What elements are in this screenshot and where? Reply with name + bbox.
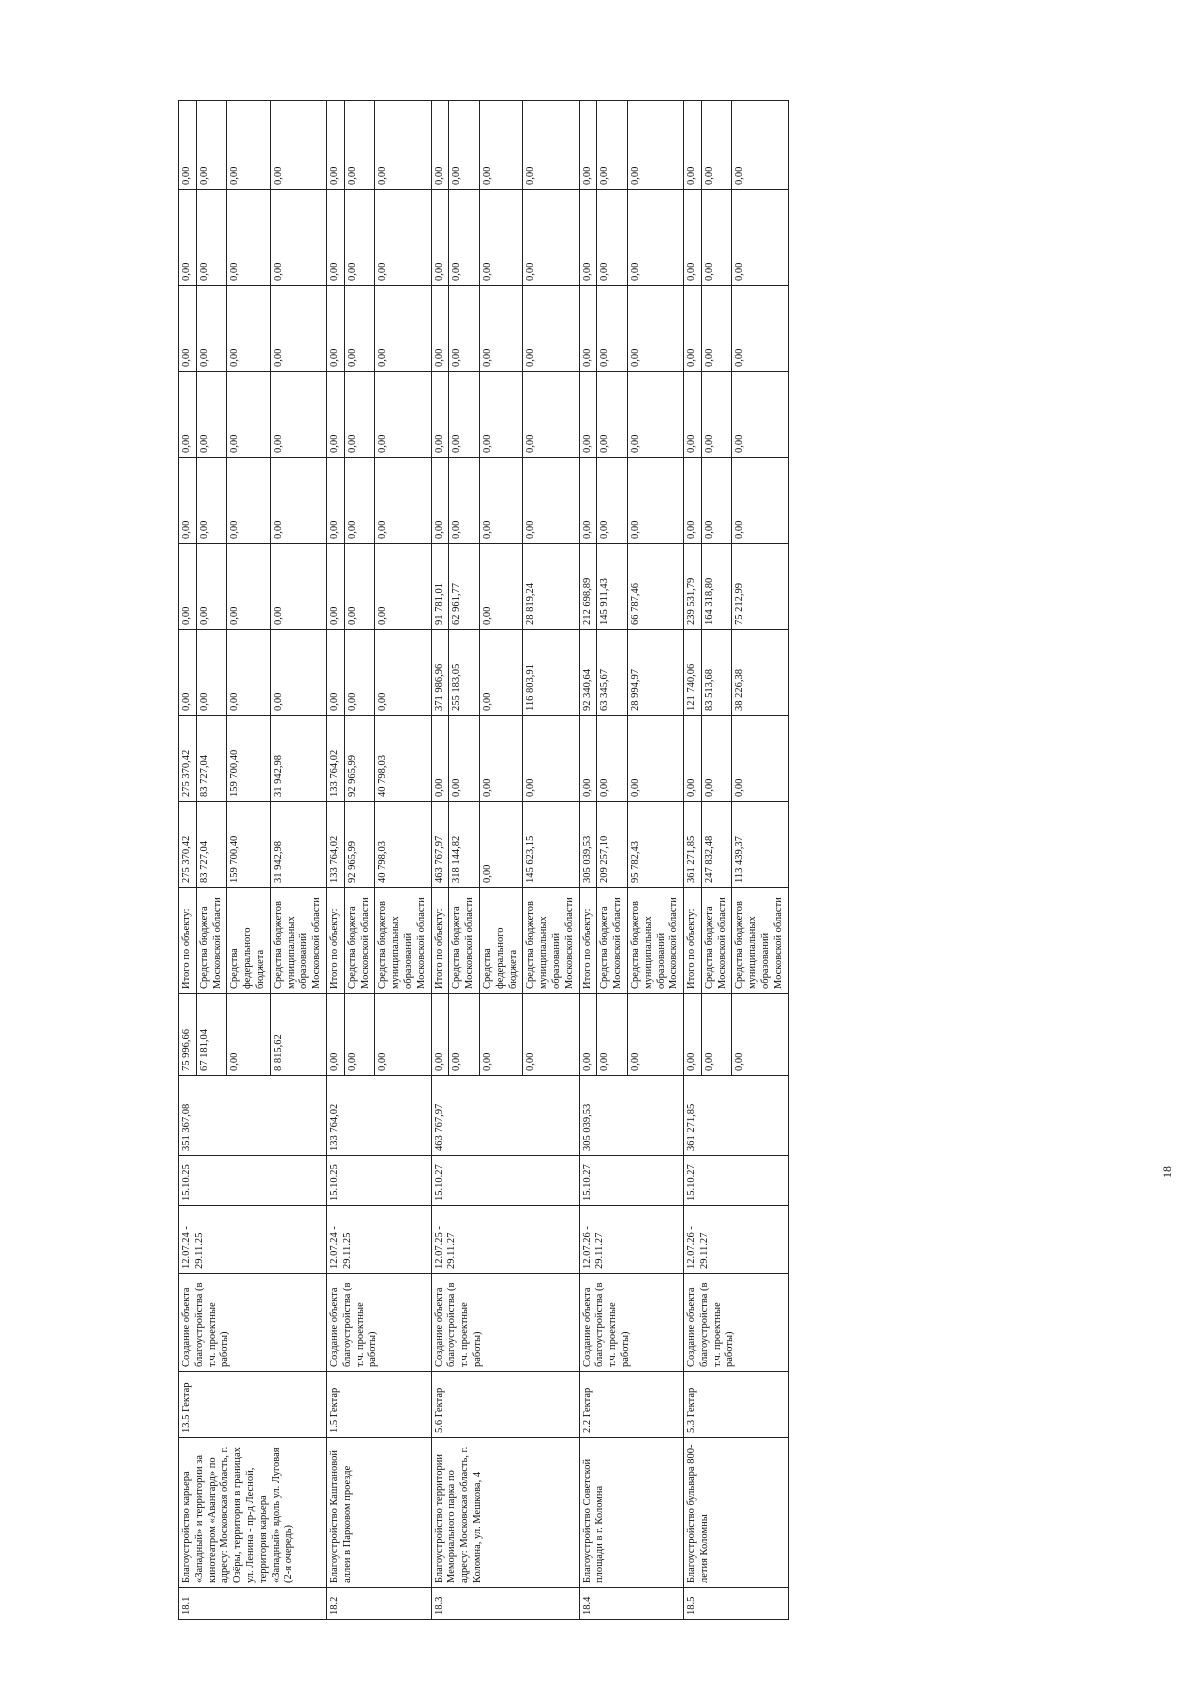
paid-cell: 75 996,66 (179, 994, 197, 1076)
year-5-cell: 0,00 (627, 372, 683, 458)
year-7-cell: 0,00 (344, 190, 375, 286)
capacity-cell: 1.5 Гектар (326, 1372, 431, 1438)
total-cell: 275 370,42 (179, 802, 197, 888)
year-7-cell: 0,00 (227, 190, 270, 286)
year-4-cell: 0,00 (701, 458, 732, 544)
paid-cell: 0,00 (375, 994, 431, 1076)
year-2-cell: 0,00 (179, 630, 197, 716)
remaining-cell: 0,00 (627, 101, 683, 190)
paid-cell: 0,00 (523, 994, 579, 1076)
total-cell: 305 039,53 (579, 802, 597, 888)
object-number-cell: 18.2 (326, 1588, 431, 1620)
year-6-cell: 0,00 (179, 286, 197, 372)
capacity-cell: 5.3 Гектар (684, 1372, 789, 1438)
year-6-cell: 0,00 (579, 286, 597, 372)
year-3-cell: 75 212,99 (732, 544, 788, 630)
year-5-cell: 0,00 (196, 372, 227, 458)
year-7-cell: 0,00 (270, 190, 326, 286)
deadline-cell: 15.10.25 (326, 1156, 431, 1206)
object-number-cell: 18.5 (684, 1588, 789, 1620)
year-4-cell: 0,00 (732, 458, 788, 544)
source-cell: Средства бюджетов муниципальных образований Московской области (732, 888, 788, 994)
year-3-cell: 62 961,77 (449, 544, 480, 630)
remaining-cell: 0,00 (684, 101, 702, 190)
year-2-cell: 0,00 (270, 630, 326, 716)
year-7-cell: 0,00 (479, 190, 522, 286)
source-cell: Средства бюджетов муниципальных образований Московской области (627, 888, 683, 994)
year-7-cell: 0,00 (196, 190, 227, 286)
source-cell: Средства бюджета Московской области (597, 888, 628, 994)
paid-cell: 0,00 (627, 994, 683, 1076)
year-1-cell: 31 942,98 (270, 716, 326, 802)
rotated-table-sheet (178, 100, 962, 1620)
year-5-cell: 0,00 (597, 372, 628, 458)
year-5-cell: 0,00 (479, 372, 522, 458)
year-4-cell: 0,00 (579, 458, 597, 544)
work-type-cell: Создание объекта благоустройства (в т.ч. проектные работы) (684, 1274, 789, 1372)
total-cell: 113 439,37 (732, 802, 788, 888)
source-cell: Итого по объекту: (326, 888, 344, 994)
year-3-cell: 0,00 (326, 544, 344, 630)
source-cell: Средства бюджетов муниципальных образований Московской области (523, 888, 579, 994)
year-3-cell: 239 531,79 (684, 544, 702, 630)
year-5-cell: 0,00 (732, 372, 788, 458)
year-2-cell: 121 740,06 (684, 630, 702, 716)
source-cell: Средства бюджета Московской области (449, 888, 480, 994)
work-period-cell: 12.07.26 - 29.11.27 (684, 1206, 789, 1274)
year-2-cell: 92 340,64 (579, 630, 597, 716)
year-4-cell: 0,00 (196, 458, 227, 544)
year-2-cell: 83 513,68 (701, 630, 732, 716)
work-period-cell: 12.07.24 - 29.11.25 (326, 1206, 431, 1274)
year-3-cell: 0,00 (344, 544, 375, 630)
source-cell: Средства бюджетов муниципальных образований Московской области (270, 888, 326, 994)
paid-cell: 0,00 (326, 994, 344, 1076)
year-3-cell: 0,00 (270, 544, 326, 630)
year-2-cell: 371 986,96 (431, 630, 449, 716)
source-cell: Итого по объекту: (684, 888, 702, 994)
object-number-cell: 18.1 (179, 1588, 327, 1620)
year-4-cell: 0,00 (344, 458, 375, 544)
work-period-cell: 12.07.24 - 29.11.25 (179, 1206, 327, 1274)
paid-cell: 8 815,62 (270, 994, 326, 1076)
total-cell: 463 767,97 (431, 802, 449, 888)
max-cost-cell: 351 367,08 (179, 1076, 327, 1156)
remaining-cell: 0,00 (431, 101, 449, 190)
deadline-cell: 15.10.27 (431, 1156, 579, 1206)
total-cell: 40 798,03 (375, 802, 431, 888)
paid-cell: 0,00 (597, 994, 628, 1076)
year-7-cell: 0,00 (179, 190, 197, 286)
year-4-cell: 0,00 (684, 458, 702, 544)
deadline-cell: 15.10.25 (179, 1156, 327, 1206)
year-5-cell: 0,00 (449, 372, 480, 458)
year-3-cell: 28 819,24 (523, 544, 579, 630)
remaining-cell: 0,00 (449, 101, 480, 190)
total-cell: 159 700,40 (227, 802, 270, 888)
paid-cell: 0,00 (227, 994, 270, 1076)
source-cell: Итого по объекту: (179, 888, 197, 994)
capacity-cell: 2.2 Гектар (579, 1372, 684, 1438)
year-5-cell: 0,00 (579, 372, 597, 458)
object-name-cell: Благоустройство Каштановой аллеи в Парковом проезде (326, 1438, 431, 1588)
year-5-cell: 0,00 (344, 372, 375, 458)
year-1-cell: 0,00 (684, 716, 702, 802)
remaining-cell: 0,00 (326, 101, 344, 190)
source-cell: Итого по объекту: (431, 888, 449, 994)
year-1-cell: 0,00 (701, 716, 732, 802)
year-1-cell: 0,00 (523, 716, 579, 802)
total-cell: 361 271,85 (684, 802, 702, 888)
year-2-cell: 0,00 (326, 630, 344, 716)
year-2-cell: 0,00 (196, 630, 227, 716)
year-4-cell: 0,00 (179, 458, 197, 544)
year-5-cell: 0,00 (326, 372, 344, 458)
year-7-cell: 0,00 (431, 190, 449, 286)
year-4-cell: 0,00 (375, 458, 431, 544)
year-3-cell: 212 698,89 (579, 544, 597, 630)
year-3-cell: 0,00 (375, 544, 431, 630)
remaining-cell: 0,00 (196, 101, 227, 190)
year-6-cell: 0,00 (597, 286, 628, 372)
year-3-cell: 164 318,80 (701, 544, 732, 630)
total-cell: 133 764,02 (326, 802, 344, 888)
remaining-cell: 0,00 (523, 101, 579, 190)
source-cell: Средства бюджета Московской области (196, 888, 227, 994)
year-1-cell: 159 700,40 (227, 716, 270, 802)
year-1-cell: 0,00 (597, 716, 628, 802)
year-4-cell: 0,00 (627, 458, 683, 544)
total-cell: 0,00 (479, 802, 522, 888)
total-cell: 209 257,10 (597, 802, 628, 888)
object-number-cell: 18.3 (431, 1588, 579, 1620)
total-cell: 83 727,04 (196, 802, 227, 888)
paid-cell: 0,00 (344, 994, 375, 1076)
year-3-cell: 0,00 (479, 544, 522, 630)
year-6-cell: 0,00 (684, 286, 702, 372)
year-1-cell: 0,00 (627, 716, 683, 802)
year-7-cell: 0,00 (684, 190, 702, 286)
year-6-cell: 0,00 (344, 286, 375, 372)
year-2-cell: 28 994,97 (627, 630, 683, 716)
year-3-cell: 91 781,01 (431, 544, 449, 630)
year-5-cell: 0,00 (431, 372, 449, 458)
deadline-cell: 15.10.27 (684, 1156, 789, 1206)
remaining-cell: 0,00 (270, 101, 326, 190)
total-cell: 92 965,99 (344, 802, 375, 888)
year-6-cell: 0,00 (326, 286, 344, 372)
year-1-cell: 40 798,03 (375, 716, 431, 802)
year-2-cell: 38 226,38 (732, 630, 788, 716)
max-cost-cell: 133 764,02 (326, 1076, 431, 1156)
year-6-cell: 0,00 (523, 286, 579, 372)
year-7-cell: 0,00 (523, 190, 579, 286)
total-cell: 247 832,48 (701, 802, 732, 888)
paid-cell: 0,00 (449, 994, 480, 1076)
remaining-cell: 0,00 (344, 101, 375, 190)
remaining-cell: 0,00 (479, 101, 522, 190)
object-name-cell: Благоустройство Советской площади в г. Коломна (579, 1438, 684, 1588)
source-cell: Средства бюджетов муниципальных образований Московской области (375, 888, 431, 994)
year-2-cell: 116 803,91 (523, 630, 579, 716)
year-3-cell: 0,00 (227, 544, 270, 630)
paid-cell: 0,00 (431, 994, 449, 1076)
year-6-cell: 0,00 (701, 286, 732, 372)
remaining-cell: 0,00 (732, 101, 788, 190)
work-type-cell: Создание объекта благоустройства (в т.ч. проектные работы) (431, 1274, 579, 1372)
table-row (579, 101, 597, 1620)
object-name-cell: Благоустройство территории Мемориального парка по адресу: Московская область, г. Коломна, ул. Мешкова, 4 (431, 1438, 579, 1588)
year-3-cell: 145 911,43 (597, 544, 628, 630)
remaining-cell: 0,00 (701, 101, 732, 190)
year-6-cell: 0,00 (732, 286, 788, 372)
year-7-cell: 0,00 (597, 190, 628, 286)
year-2-cell: 0,00 (227, 630, 270, 716)
year-7-cell: 0,00 (627, 190, 683, 286)
year-4-cell: 0,00 (431, 458, 449, 544)
year-4-cell: 0,00 (227, 458, 270, 544)
year-2-cell: 0,00 (344, 630, 375, 716)
year-4-cell: 0,00 (270, 458, 326, 544)
year-1-cell: 275 370,42 (179, 716, 197, 802)
year-1-cell: 0,00 (579, 716, 597, 802)
year-2-cell: 0,00 (375, 630, 431, 716)
remaining-cell: 0,00 (179, 101, 197, 190)
deadline-cell: 15.10.27 (579, 1156, 684, 1206)
year-4-cell: 0,00 (523, 458, 579, 544)
object-number-cell: 18.4 (579, 1588, 684, 1620)
year-5-cell: 0,00 (227, 372, 270, 458)
remaining-cell: 0,00 (227, 101, 270, 190)
total-cell: 95 782,43 (627, 802, 683, 888)
year-3-cell: 0,00 (179, 544, 197, 630)
work-type-cell: Создание объекта благоустройства (в т.ч. проектные работы) (179, 1274, 327, 1372)
year-6-cell: 0,00 (479, 286, 522, 372)
year-1-cell: 0,00 (449, 716, 480, 802)
paid-cell: 0,00 (701, 994, 732, 1076)
source-cell: Средства бюджета Московской области (701, 888, 732, 994)
year-6-cell: 0,00 (431, 286, 449, 372)
table-row (179, 101, 197, 1620)
object-name-cell: Благоустройство карьера «Западный» и территории за кинотеатром «Авангард» по адресу: Московская область, г. Озёры, территория в границах ул. Ленина - пр-д Лесной, территория карьера «Западный» вдоль ул. Луговая (2-я очередь) (179, 1438, 327, 1588)
work-period-cell: 12.07.26 - 29.11.27 (579, 1206, 684, 1274)
paid-cell: 67 181,04 (196, 994, 227, 1076)
capacity-cell: 5.6 Гектар (431, 1372, 579, 1438)
objects-table (178, 100, 789, 1620)
table-row (326, 101, 344, 1620)
year-7-cell: 0,00 (449, 190, 480, 286)
year-1-cell: 0,00 (431, 716, 449, 802)
year-7-cell: 0,00 (732, 190, 788, 286)
year-6-cell: 0,00 (196, 286, 227, 372)
year-7-cell: 0,00 (579, 190, 597, 286)
work-period-cell: 12.07.25 - 29.11.27 (431, 1206, 579, 1274)
max-cost-cell: 463 767,97 (431, 1076, 579, 1156)
year-7-cell: 0,00 (375, 190, 431, 286)
year-4-cell: 0,00 (597, 458, 628, 544)
table-row (431, 101, 449, 1620)
source-cell: Средства федерального бюджета (227, 888, 270, 994)
year-5-cell: 0,00 (179, 372, 197, 458)
table-row (684, 101, 702, 1620)
year-6-cell: 0,00 (375, 286, 431, 372)
total-cell: 318 144,82 (449, 802, 480, 888)
year-5-cell: 0,00 (701, 372, 732, 458)
year-4-cell: 0,00 (449, 458, 480, 544)
year-6-cell: 0,00 (270, 286, 326, 372)
year-2-cell: 63 345,67 (597, 630, 628, 716)
work-type-cell: Создание объекта благоустройства (в т.ч. проектные работы) (326, 1274, 431, 1372)
year-6-cell: 0,00 (627, 286, 683, 372)
paid-cell: 0,00 (684, 994, 702, 1076)
paid-cell: 0,00 (579, 994, 597, 1076)
capacity-cell: 13.5 Гектар (179, 1372, 327, 1438)
year-7-cell: 0,00 (701, 190, 732, 286)
total-cell: 145 623,15 (523, 802, 579, 888)
year-1-cell: 0,00 (732, 716, 788, 802)
year-2-cell: 255 183,05 (449, 630, 480, 716)
page-number: 18 (1160, 1166, 1174, 1178)
object-name-cell: Благоустройство бульвара 800-летия Коломны (684, 1438, 789, 1588)
year-6-cell: 0,00 (227, 286, 270, 372)
year-1-cell: 133 764,02 (326, 716, 344, 802)
year-1-cell: 92 965,99 (344, 716, 375, 802)
source-cell: Средства бюджета Московской области (344, 888, 375, 994)
paid-cell: 0,00 (479, 994, 522, 1076)
source-cell: Итого по объекту: (579, 888, 597, 994)
year-2-cell: 0,00 (479, 630, 522, 716)
paid-cell: 0,00 (732, 994, 788, 1076)
max-cost-cell: 361 271,85 (684, 1076, 789, 1156)
total-cell: 31 942,98 (270, 802, 326, 888)
max-cost-cell: 305 039,53 (579, 1076, 684, 1156)
source-cell: Средства федерального бюджета (479, 888, 522, 994)
year-1-cell: 83 727,04 (196, 716, 227, 802)
remaining-cell: 0,00 (597, 101, 628, 190)
year-4-cell: 0,00 (326, 458, 344, 544)
remaining-cell: 0,00 (375, 101, 431, 190)
year-5-cell: 0,00 (523, 372, 579, 458)
work-type-cell: Создание объекта благоустройства (в т.ч. проектные работы) (579, 1274, 684, 1372)
remaining-cell: 0,00 (579, 101, 597, 190)
year-5-cell: 0,00 (684, 372, 702, 458)
year-3-cell: 0,00 (196, 544, 227, 630)
year-7-cell: 0,00 (326, 190, 344, 286)
year-1-cell: 0,00 (479, 716, 522, 802)
year-5-cell: 0,00 (270, 372, 326, 458)
year-3-cell: 66 787,46 (627, 544, 683, 630)
year-6-cell: 0,00 (449, 286, 480, 372)
year-5-cell: 0,00 (375, 372, 431, 458)
year-4-cell: 0,00 (479, 458, 522, 544)
